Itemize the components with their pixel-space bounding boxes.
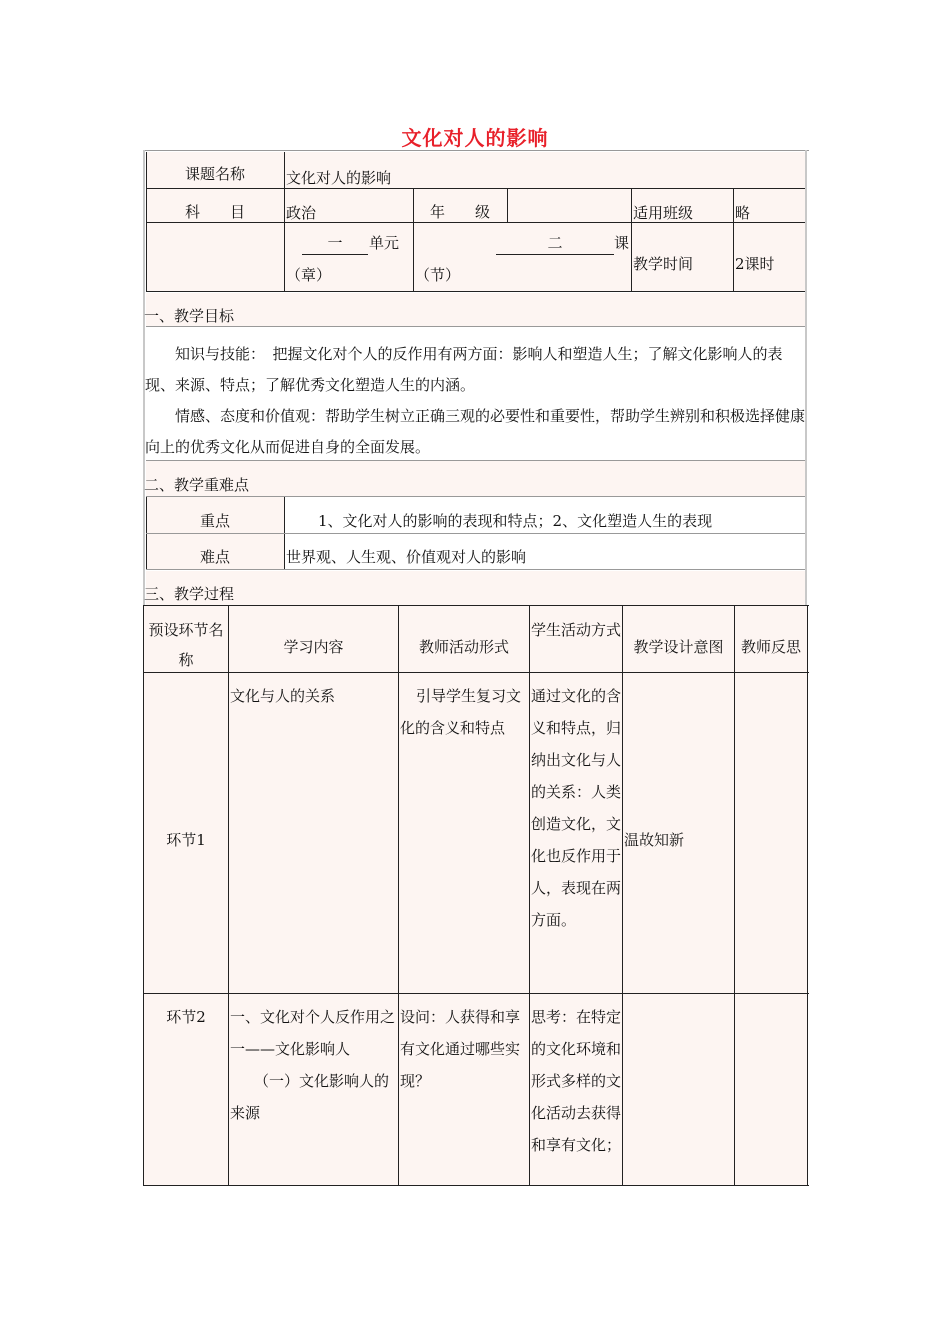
header-student: 学生活动方式 — [530, 621, 621, 639]
header-reflection: 教师反思 — [740, 638, 801, 656]
key-label: 重点 — [199, 512, 230, 530]
header-stage: 预设环节名称 — [148, 621, 224, 669]
subject-label: 科 目 — [184, 203, 245, 221]
unit-suffix: 单元 — [369, 234, 400, 252]
document-title: 文化对人的影响 — [401, 126, 549, 150]
grade-label: 年 级 — [429, 203, 490, 221]
lesson-blank: 二 — [496, 232, 614, 255]
divider — [807, 605, 808, 1186]
lesson-suffix: 课 — [614, 234, 630, 252]
class-label: 适用班级 — [633, 204, 694, 222]
header-content: 学习内容 — [283, 638, 344, 656]
divider — [805, 150, 807, 605]
divider — [228, 605, 229, 1186]
topic-label: 课题名称 — [184, 165, 245, 183]
process-heading-bar — [146, 571, 805, 605]
divider — [622, 605, 623, 1186]
row2-teacher: 设问：人获得和享有文化通过哪些实现？ — [400, 1008, 521, 1090]
divider — [143, 150, 809, 151]
keypoints-heading: 二、教学重难点 — [144, 476, 250, 494]
divider — [734, 605, 735, 1186]
subject-value: 政治 — [286, 204, 317, 222]
row2-student: 思考：在特定的文化环境和形式多样的文化活动去获得和享有文化； — [531, 1008, 622, 1154]
process-heading: 三、教学过程 — [144, 585, 235, 603]
difficulty-value: 世界观、人生观、价值观对人的影响 — [286, 548, 527, 566]
divider — [143, 993, 809, 994]
unit-paren: （章） — [286, 266, 332, 284]
header-intent: 教学设计意图 — [633, 638, 724, 656]
goals-paragraph-1: 知识与技能： 把握文化对个人的反作用有两方面：影响人和塑造人生；了解文化影响人的表现、来源、特点；了解优秀文化塑造人生的内涵。 — [145, 345, 783, 394]
divider — [398, 605, 399, 1186]
divider — [143, 672, 809, 673]
row1-content: 文化与人的关系 — [230, 687, 336, 705]
row2-stage: 环节2 — [166, 1008, 206, 1026]
row1-intent: 温故知新 — [624, 831, 685, 849]
divider — [284, 152, 285, 292]
row1-stage: 环节1 — [166, 831, 206, 849]
divider — [507, 188, 508, 222]
goals-heading-bar — [146, 293, 805, 326]
row1-teacher: 引导学生复习文化的含义和特点 — [400, 687, 522, 737]
row2-content-a: 一、文化对个人反作用之一——文化影响人 — [230, 1008, 396, 1058]
topic-value: 文化对人的影响 — [286, 169, 392, 187]
row2-content-b: （一）文化影响人的来源 — [230, 1072, 390, 1122]
lesson-paren: （节） — [415, 266, 461, 284]
header-teacher: 教师活动形式 — [418, 638, 509, 656]
row1-student: 通过文化的含义和特点，归纳出文化与人的关系：人类创造文化，文化也反作用于人，表现在两方面。 — [531, 687, 622, 929]
divider — [146, 460, 805, 461]
divider — [143, 1185, 809, 1186]
time-label: 教学时间 — [633, 255, 694, 273]
time-value: 2课时 — [735, 255, 775, 273]
divider — [631, 188, 632, 292]
divider — [143, 605, 809, 606]
divider — [529, 605, 530, 1186]
divider — [143, 605, 144, 1186]
unit-blank: 一 — [302, 232, 368, 255]
divider — [733, 188, 734, 292]
divider — [146, 291, 806, 292]
key-value: 1、文化对人的影响的表现和特点；2、文化塑造人生的表现 — [318, 512, 713, 530]
class-value: 略 — [735, 204, 751, 222]
goals-paragraph-2: 情感、态度和价值观：帮助学生树立正确三观的必要性和重要性，帮助学生辨别和积极选择健康向上的优秀文化从而促进自身的全面发展。 — [145, 407, 806, 456]
divider — [146, 326, 805, 327]
goals-heading: 一、教学目标 — [144, 307, 235, 325]
difficulty-label: 难点 — [199, 548, 230, 566]
